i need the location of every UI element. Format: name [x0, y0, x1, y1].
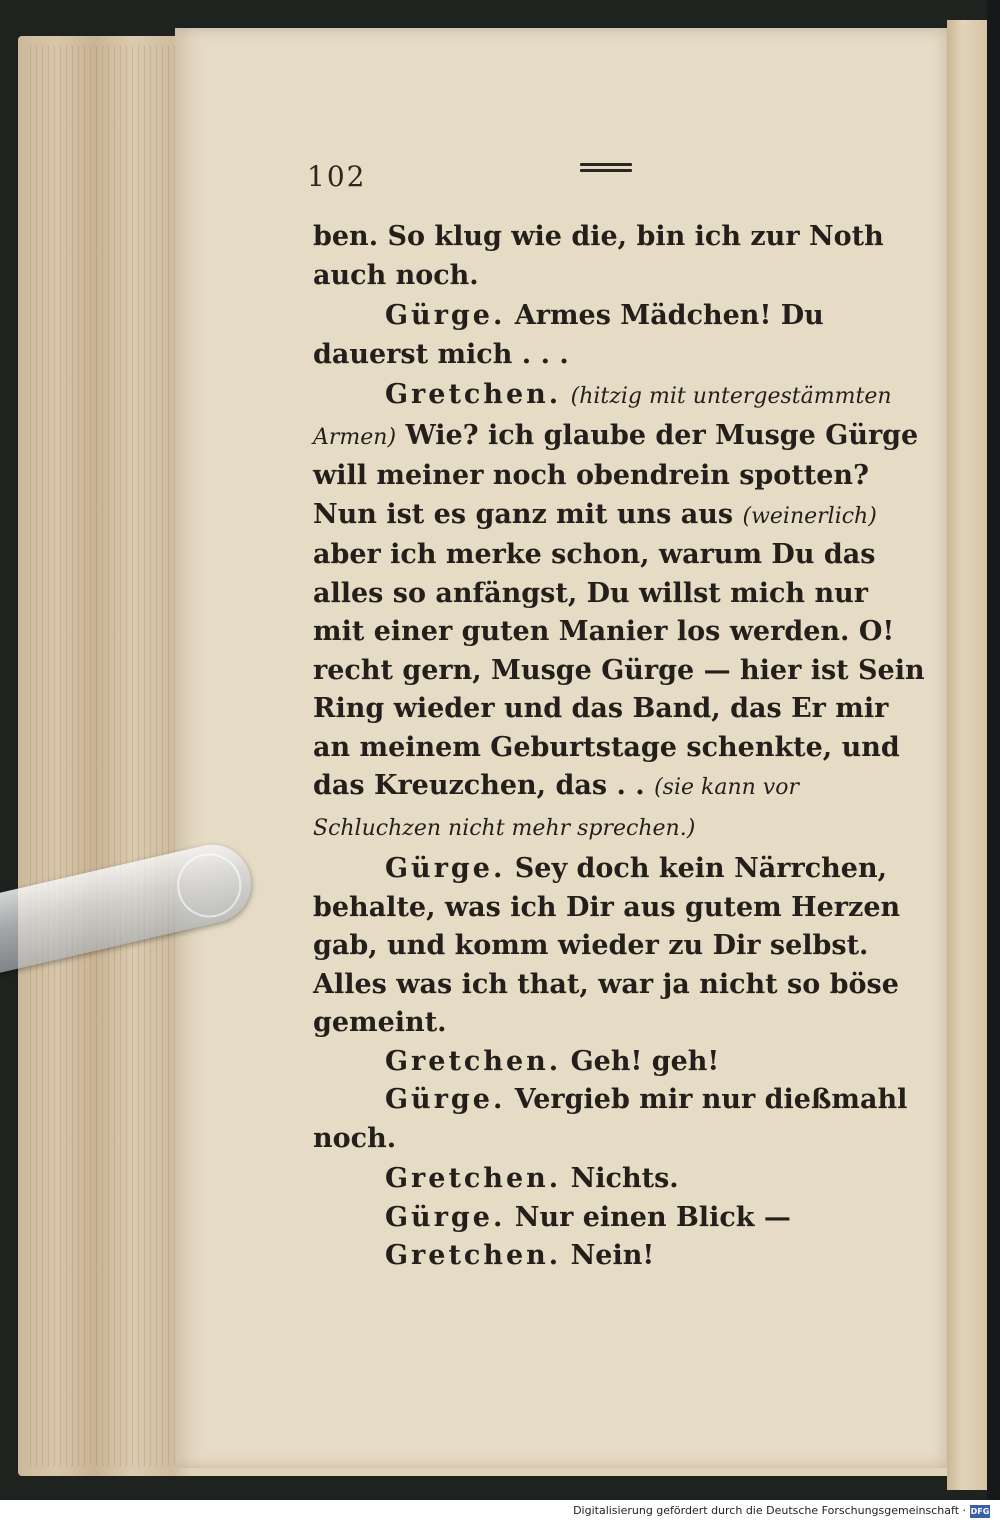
paragraph-text: Geh! geh!	[570, 1045, 720, 1077]
paragraph-text: Nichts.	[570, 1163, 679, 1194]
paragraph-text: Vergieb mir nur dießmahl noch.	[313, 1084, 908, 1154]
page-text	[313, 218, 925, 1276]
footer-bar	[0, 1500, 1000, 1524]
paragraph	[313, 1043, 925, 1082]
speaker-name: Gretchen.	[385, 1163, 562, 1194]
scan-border	[987, 0, 1000, 1500]
paragraph	[313, 218, 925, 295]
paragraph	[313, 1160, 925, 1199]
paragraph-text: ben. So klug wie die, bin ich zur Noth auch noch.	[313, 221, 884, 291]
paragraph-text: Nur einen Blick —	[514, 1201, 791, 1233]
speaker-name: Gürge.	[385, 853, 506, 884]
paragraph	[313, 297, 925, 374]
stage-direction: (weinerlich)	[742, 503, 877, 529]
paragraph-text: Armes Mädchen! Du dauerst mich . . .	[313, 300, 824, 370]
paragraph	[313, 1081, 925, 1158]
page-number: 102	[307, 160, 367, 193]
stage-direction: (hitzig mit untergestämmten Armen)	[313, 384, 892, 450]
speaker-name: Gretchen.	[385, 379, 562, 410]
paragraph	[313, 376, 925, 848]
speaker-name: Gretchen.	[385, 1240, 562, 1271]
paragraph-text: Nein!	[570, 1240, 655, 1271]
paragraph-text: aber ich merke schon, warum Du das alles so anfängst, Du willst mich nur mit einer guten Manier los werden. O! recht gern, Musge Gürge — hier ist Sein Ring wieder und das Band, das Er mir an meinem Geburtstage schenkte, und das Kreuzchen, das . .	[313, 539, 925, 801]
speaker-name: Gürge.	[385, 1084, 506, 1115]
stage-direction: (sie kann vor Schluchzen nicht mehr sprechen.)	[313, 775, 799, 841]
speaker-name: Gürge.	[385, 1201, 506, 1233]
header-ornament	[580, 163, 632, 177]
facing-page-edge	[947, 20, 987, 1490]
paragraph	[313, 1237, 925, 1276]
paragraph	[313, 1199, 925, 1238]
speaker-name: Gretchen.	[385, 1045, 562, 1077]
dfg-logo-icon: DFG	[970, 1507, 990, 1516]
funding-notice: Digitalisierung gefördert durch die Deutsche Forschungsgemeinschaft ·	[573, 1504, 966, 1517]
paragraph-text: Sey doch kein Närrchen, behalte, was ich Dir aus gutem Herzen gab, und komm wieder zu Dir selbst. Alles was ich that, war ja nicht so böse gemeint.	[313, 853, 901, 1038]
speaker-name: Gürge.	[385, 300, 506, 331]
paragraph	[313, 850, 925, 1043]
page-stack-edges	[30, 46, 190, 1466]
paragraph-text: Wie? ich glaube der Musge Gürge will meiner noch obendrein spotten? Nun ist es ganz mit uns aus	[313, 419, 919, 530]
